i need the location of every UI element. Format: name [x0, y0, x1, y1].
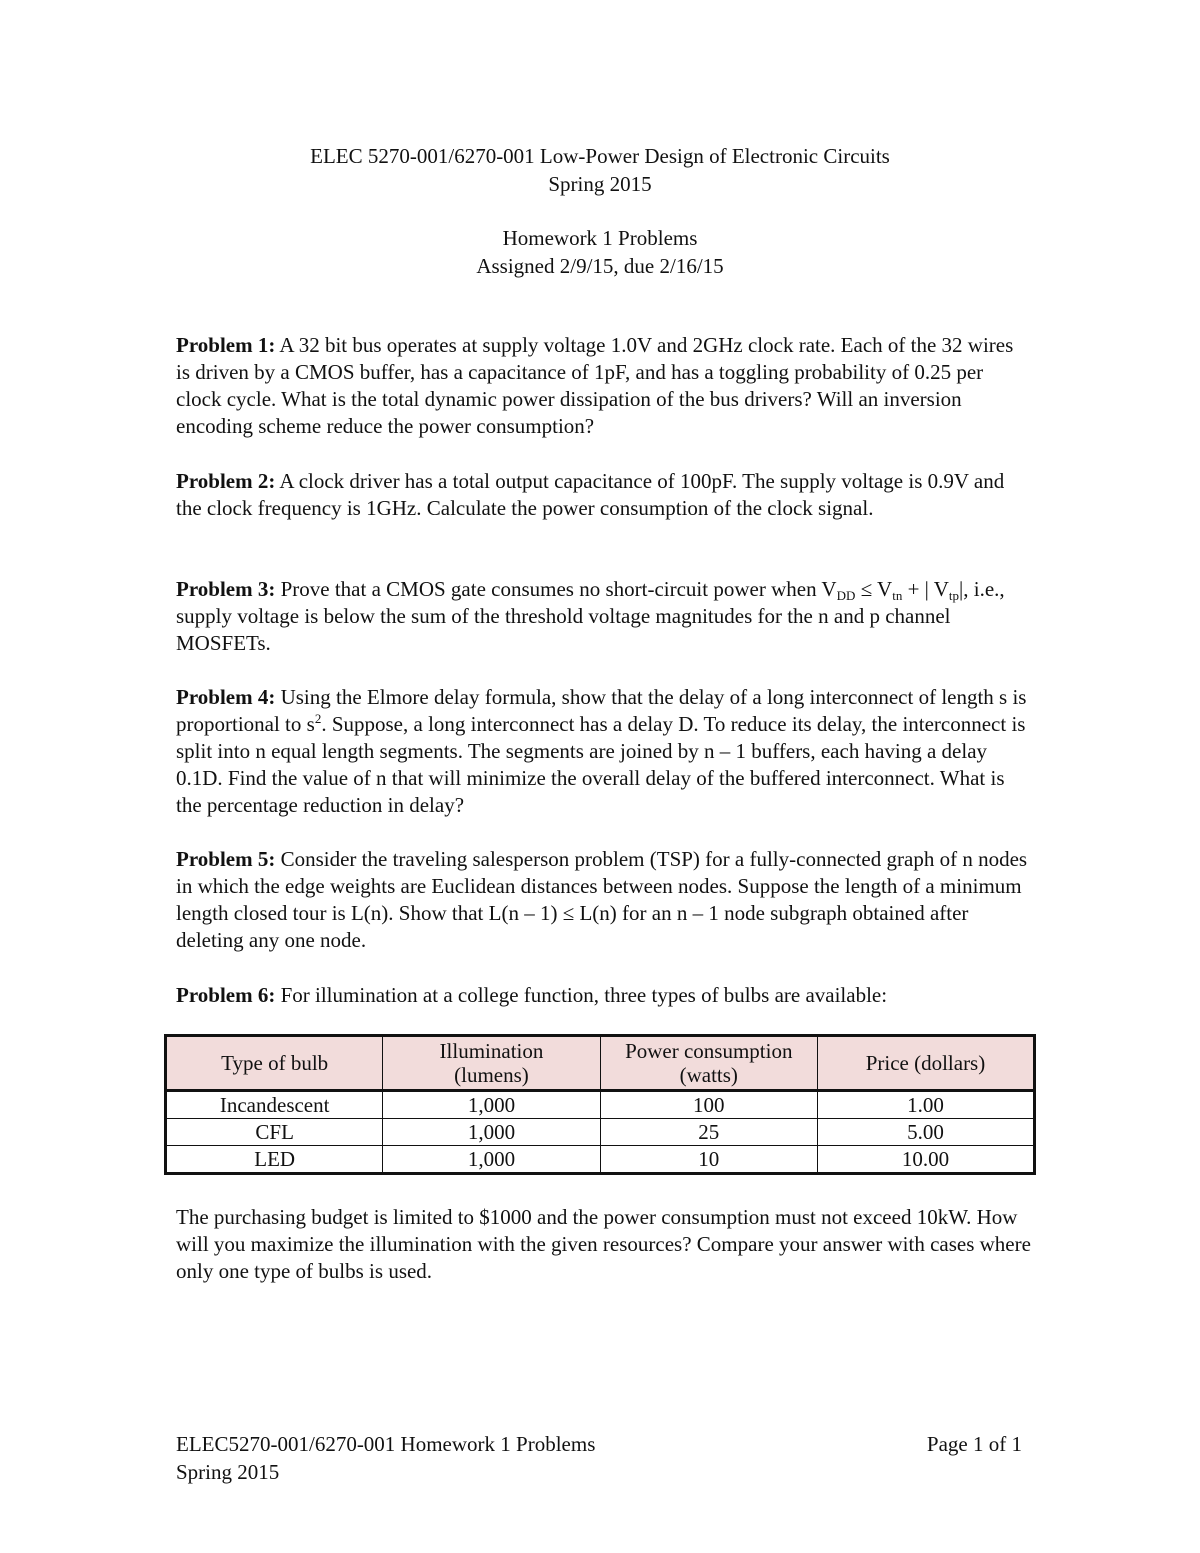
- table-row: [166, 1119, 1035, 1146]
- table-cell: 25: [600, 1119, 817, 1146]
- problem-4-text-a: Using the Elmore delay formula, show that the delay of a long interconnect of length s is proportional to s: [176, 685, 1027, 736]
- page-footer: [176, 1430, 1032, 1486]
- problem-4-label: Problem 4:: [176, 685, 276, 709]
- due-dates: Assigned 2/9/15, due 2/16/15: [476, 254, 724, 278]
- table-cell: 10: [600, 1146, 817, 1174]
- problem-1: [176, 332, 1032, 440]
- table-cell: 5.00: [817, 1119, 1034, 1146]
- header-price: Price (dollars): [817, 1036, 1034, 1091]
- problem-6-text: For illumination at a college function, three types of bulbs are available:: [275, 983, 888, 1007]
- problem-5-text: Consider the traveling salesperson problem (TSP) for a fully-connected graph of n nodes in which the edge weights are Euclidean distances between nodes. Suppose the length of a minimum length closed tour is L(n). Show that L(n – 1) ≤ L(n) for an n – 1 node subgraph obtained after deleting any one node.: [176, 847, 1028, 952]
- page-number: Page 1 of 1: [926, 1432, 1022, 1456]
- document-header: [0, 142, 1200, 280]
- header-illumination-line2: (lumens): [454, 1063, 529, 1087]
- vtn-subscript: tn: [892, 588, 903, 603]
- footer-term: Spring 2015: [176, 1460, 280, 1484]
- problem-3-text-b: ≤ V: [855, 577, 893, 601]
- problem-1-label: Problem 1:: [176, 333, 276, 357]
- table-cell: CFL: [166, 1119, 383, 1146]
- problem-5: [176, 846, 1032, 954]
- table-header-row: [166, 1036, 1035, 1091]
- table-cell: 100: [600, 1091, 817, 1119]
- header-power-line1: Power consumption: [625, 1039, 793, 1063]
- table-row: [166, 1146, 1035, 1174]
- term: Spring 2015: [548, 172, 652, 196]
- bulb-table: [164, 1034, 1036, 1175]
- problem-6-label: Problem 6:: [176, 983, 276, 1007]
- header-type: Type of bulb: [166, 1036, 383, 1091]
- homework-title: Homework 1 Problems: [502, 226, 698, 250]
- squared-superscript: 2: [314, 711, 322, 726]
- vtp-subscript: tp: [948, 588, 960, 603]
- problem-3: [176, 576, 1032, 657]
- table-cell: 1,000: [383, 1146, 600, 1174]
- header-power: [600, 1036, 817, 1091]
- problem-2-text: A clock driver has a total output capacitance of 100pF. The supply voltage is 0.9V and the clock frequency is 1GHz. Calculate the power consumption of the clock signal.: [176, 469, 1005, 520]
- table-cell: 1,000: [383, 1119, 600, 1146]
- table-cell: 1.00: [817, 1091, 1034, 1119]
- problem-1-text: A 32 bit bus operates at supply voltage 1.0V and 2GHz clock rate. Each of the 32 wires is driven by a CMOS buffer, has a capacitance of 1pF, and has a toggling probability of 0.25 per clock cycle. What is the total dynamic power dissipation of the bus drivers? Will an inversion encoding scheme reduce the power consumption?: [176, 333, 1014, 438]
- footer-course: ELEC5270-001/6270-001 Homework 1 Problems: [176, 1432, 596, 1456]
- table-cell: 10.00: [817, 1146, 1034, 1174]
- table-row: [166, 1091, 1035, 1119]
- table-cell: 1,000: [383, 1091, 600, 1119]
- table-cell: LED: [166, 1146, 383, 1174]
- header-gap: [0, 198, 1200, 224]
- header-power-line2: (watts): [679, 1063, 738, 1087]
- problem-6: [176, 982, 1032, 1009]
- header-illumination: [383, 1036, 600, 1091]
- header-illumination-line1: Illumination: [439, 1039, 544, 1063]
- problem-2-label: Problem 2:: [176, 469, 276, 493]
- course-title: ELEC 5270-001/6270-001 Low-Power Design of Electronic Circuits: [310, 144, 890, 168]
- problem-3-text-d: |, i.e., supply voltage is below the sum of the threshold voltage magnitudes for the n and p channel MOSFETs.: [176, 577, 1005, 655]
- closing-paragraph: The purchasing budget is limited to $1000 and the power consumption must not exceed 10kW. How will you maximize the illumination with the given resources? Compare your answer with cases where only one type of bulbs is used.: [176, 1205, 1031, 1283]
- table-cell: Incandescent: [166, 1091, 383, 1119]
- problem-4-text-b: . Suppose, a long interconnect has a delay D. To reduce its delay, the interconnect is split into n equal length segments. The segments are joined by n – 1 buffers, each having a delay 0.1D. Find the value of n that will minimize the overall delay of the buffered interconnect. What is the percentage reduction in delay?: [176, 712, 1026, 817]
- problem-2: [176, 468, 1032, 522]
- problem-3-text-c: + | V: [902, 577, 949, 601]
- vdd-subscript: DD: [836, 588, 856, 603]
- problem-4: [176, 684, 1032, 819]
- problem-3-text-a: Prove that a CMOS gate consumes no short-circuit power when V: [275, 577, 837, 601]
- problem-3-label: Problem 3:: [176, 577, 276, 601]
- problem-5-label: Problem 5:: [176, 847, 276, 871]
